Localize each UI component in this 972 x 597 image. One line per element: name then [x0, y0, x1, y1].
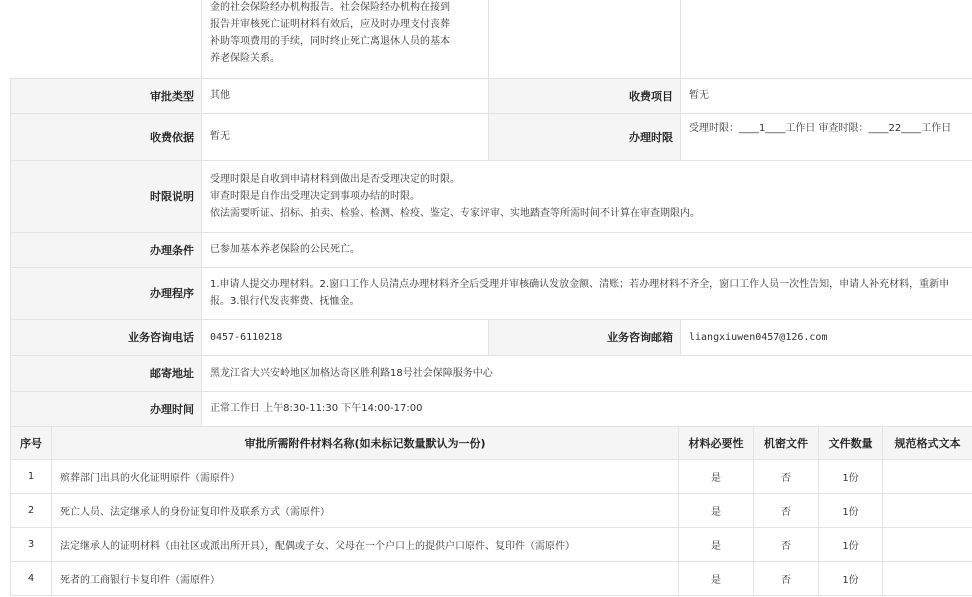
- time-description-row: [11, 160, 972, 232]
- fragment-line: 补助等项费用的手续，同时终止死亡离退休人员的基本: [210, 36, 450, 47]
- address-label: 邮寄地址: [11, 355, 202, 391]
- table-row: [11, 494, 972, 528]
- material-count: 1份: [819, 528, 883, 562]
- phone-label: 业务咨询电话: [11, 319, 202, 355]
- procedure-label: 办理程序: [11, 267, 202, 319]
- material-format: [883, 460, 972, 494]
- address-row: [11, 355, 972, 391]
- service-info-table: [10, 0, 972, 427]
- row-index: 3: [11, 528, 52, 562]
- fee-basis-value: 暂无: [202, 113, 489, 160]
- table-row: [11, 460, 972, 494]
- material-secret: 否: [754, 494, 819, 528]
- material-secret: 否: [754, 528, 819, 562]
- fragment-line: 养老保险关系。: [210, 53, 280, 64]
- time-description-line: 依法需要听证、招标、拍卖、检验、检测、检疫、鉴定、专家评审、实地踏查等所需时间不计算在审查期限内。: [210, 207, 700, 219]
- procedure-value: 1.申请人提交办理材料。2.窗口工作人员清点办理材料齐全后受理并审核确认发放金额、清账；若办理材料不齐全，窗口工作人员一次性告知，申请人补充材料，重新申报。3.银行代发丧葬费、抚恤金。: [202, 267, 972, 319]
- material-name: 死亡人员、法定继承人的身份证复印件及联系方式（需原件）: [52, 494, 679, 528]
- material-required: 是: [679, 460, 754, 494]
- header-material-name: 审批所需附件材料名称(如未标记数量默认为一份): [52, 427, 679, 460]
- hours-label: 办理时间: [11, 391, 202, 426]
- approval-type-label: 审批类型: [11, 78, 202, 113]
- header-secret: 机密文件: [754, 427, 819, 460]
- material-format: [883, 528, 972, 562]
- material-required: 是: [679, 562, 754, 596]
- time-description-line: 审查时限是自作出受理决定到事项办结的时限。: [210, 190, 420, 202]
- material-required: 是: [679, 528, 754, 562]
- procedure-row: [11, 267, 972, 319]
- material-name: 法定继承人的证明材料（由社区或派出所开具），配偶或子女、父母在一个户口上的提供户口原件、复印件（需原件）: [52, 528, 679, 562]
- header-required: 材料必要性: [679, 427, 754, 460]
- conditions-value: 已参加基本养老保险的公民死亡。: [202, 232, 972, 267]
- top-fragment-row: [11, 0, 972, 78]
- table-row: [11, 528, 972, 562]
- row-index: 1: [11, 460, 52, 494]
- approval-type-row: [11, 78, 972, 113]
- material-count: 1份: [819, 494, 883, 528]
- fragment-line: 金的社会保险经办机构报告。社会保险经办机构在接到: [210, 2, 450, 13]
- time-description-line: 受理时限是自收到申请材料到做出是否受理决定的时限。: [210, 173, 460, 185]
- material-format: [883, 494, 972, 528]
- phone-value: 0457-6110218: [202, 319, 489, 355]
- header-format: 规范格式文本: [883, 427, 972, 460]
- header-index: 序号: [11, 427, 52, 460]
- time-description-label: 时限说明: [11, 160, 202, 232]
- material-secret: 否: [754, 460, 819, 494]
- material-count: 1份: [819, 460, 883, 494]
- material-format: [883, 562, 972, 596]
- email-value: liangxiuwen0457@126.com: [681, 319, 972, 355]
- fee-basis-label: 收费依据: [11, 113, 202, 160]
- materials-table: [10, 426, 972, 596]
- material-name: 死者的工商银行卡复印件（需原件）: [52, 562, 679, 596]
- fee-item-label: 收费项目: [489, 78, 681, 113]
- material-required: 是: [679, 494, 754, 528]
- conditions-row: [11, 232, 972, 267]
- approval-type-value: 其他: [202, 78, 489, 113]
- conditions-label: 办理条件: [11, 232, 202, 267]
- time-limit-label: 办理时限: [489, 113, 681, 160]
- row-index: 4: [11, 562, 52, 596]
- time-description-value: [202, 160, 972, 232]
- hours-value: 正常工作日 上午8:30-11:30 下午14:00-17:00: [202, 391, 972, 426]
- material-secret: 否: [754, 562, 819, 596]
- row-index: 2: [11, 494, 52, 528]
- fee-basis-row: [11, 113, 972, 160]
- material-count: 1份: [819, 562, 883, 596]
- process-description-fragment: [202, 0, 489, 78]
- address-value: 黑龙江省大兴安岭地区加格达奇区胜利路18号社会保障服务中心: [202, 355, 972, 391]
- material-name: 殡葬部门出具的火化证明原件（需原件）: [52, 460, 679, 494]
- materials-header-row: [11, 427, 972, 460]
- email-label: 业务咨询邮箱: [489, 319, 681, 355]
- hours-row: [11, 391, 972, 426]
- table-row: [11, 562, 972, 596]
- header-count: 文件数量: [819, 427, 883, 460]
- fragment-line: 报告并审核死亡证明材料有效后，应及时办理支付丧葬: [210, 19, 450, 30]
- fee-item-value: 暂无: [681, 78, 972, 113]
- contact-row: [11, 319, 972, 355]
- time-limit-value: 受理时限：____1____工作日 审查时限：____22____工作日: [681, 113, 972, 160]
